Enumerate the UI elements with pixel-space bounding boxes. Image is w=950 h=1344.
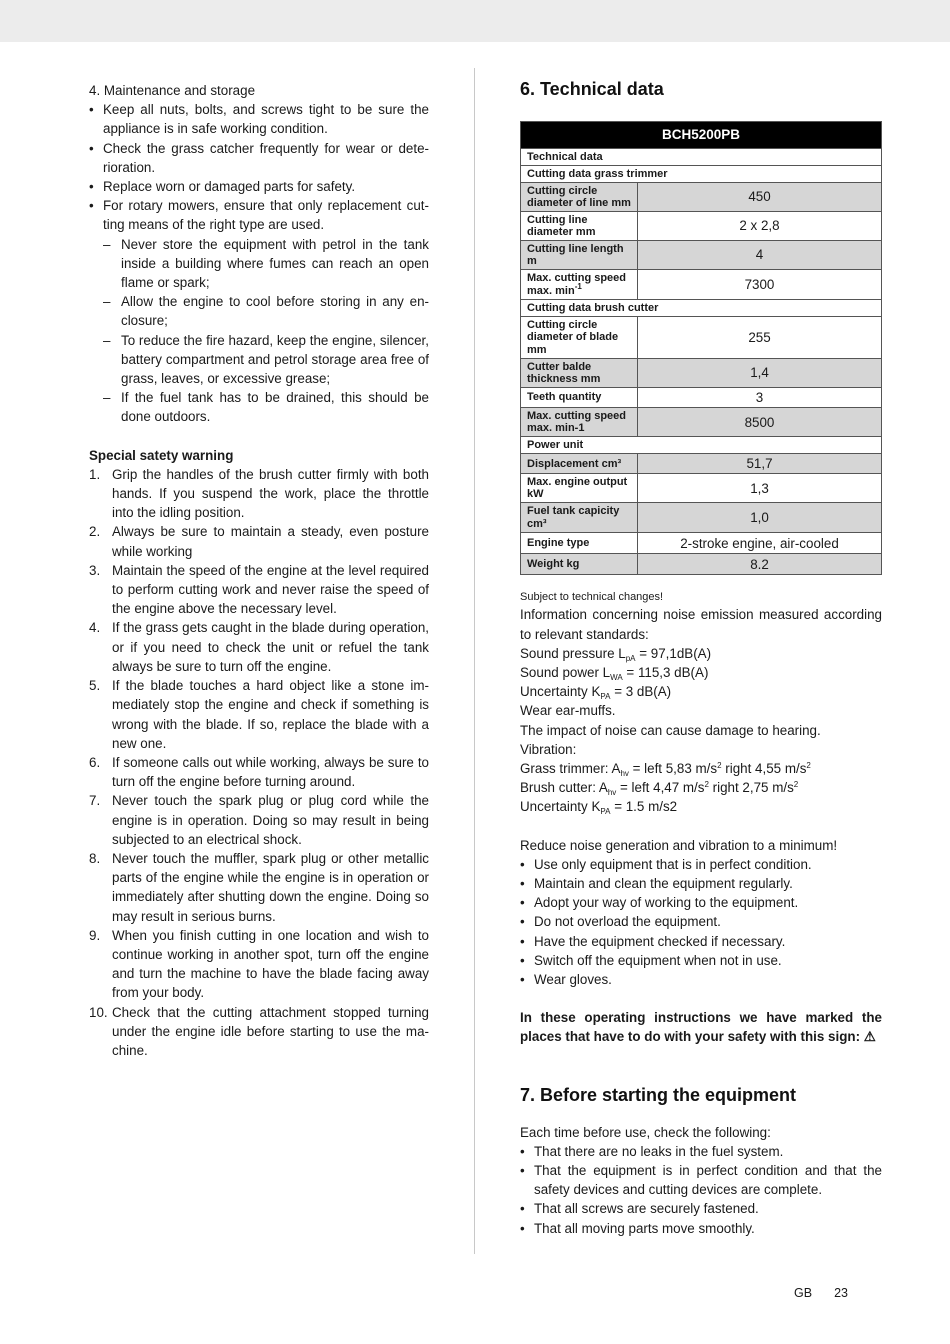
model-header: BCH5200PB	[521, 122, 882, 149]
grass-trimmer-vibration: Grass trimmer: $A_{hv}$ = left 5,83 $m/s^2$ right 4,55 $m/s^2$	[520, 761, 811, 779]
table-row: Engine type 2-stroke engine, air-cooled	[521, 533, 882, 554]
table-row: Weight kg 8.2	[521, 554, 882, 575]
list-item: • That all moving parts move smoothly.	[520, 1220, 755, 1236]
table-section: Power unit	[521, 437, 882, 454]
table-row: Fuel tank capicity cm³ 1,0	[521, 503, 882, 533]
table-section: Cutting data grass trimmer	[521, 166, 882, 183]
list-item: 1. Grip the handles of the brush cutter firmly with both hands. If you suspend the work, place the throttle into the idling position.	[89, 466, 429, 521]
table-section: Cutting data brush cutter	[521, 300, 882, 317]
list-item: • That the equipment is in perfect condition and that the safety devices and cutting devices are complete.	[520, 1163, 882, 1198]
list-item: 4. If the grass gets caught in the blade during operation, or if you need to check the unit or refuel the tank always be sure to turn off the engine.	[89, 620, 429, 674]
uncertainty-sound: Uncertainty $K_{PA} = 3$ dB(A)	[520, 684, 672, 702]
table-row: Cutting circle diameter of blade mm 255	[521, 317, 882, 359]
uncertainty-vibration: Uncertainty $K_{PA} = 1.5$ m/s2	[520, 799, 678, 817]
list-item: 8. Never touch the muffler, spark plug or other metallic parts of the engine while the engine is in operation or immediately after shutting down the engine. Doing so may result in serious burns.	[89, 850, 429, 924]
list-item: • Wear gloves.	[520, 972, 612, 988]
brush-cutter-vibration: Brush cutter: $A_{hv}$ = left 4,47 $m/s^2$ right 2,75 $m/s^2$	[520, 780, 799, 798]
column-divider	[474, 68, 475, 1254]
sound-pressure: Sound pressure $L_{pA} = 97,1dB(A)$	[520, 645, 712, 663]
sound-power: Sound power $L_{WA} = 115,3$ dB(A)	[520, 665, 709, 683]
list-item: • Replace worn or damaged parts for safety.	[89, 179, 356, 195]
list-item: – To reduce the fire hazard, keep the engine, silencer, battery compartment and petrol storage area free of grass, leaves, or excessive grease;	[103, 332, 429, 387]
before-intro: Each time before use, check the following:	[520, 1124, 771, 1140]
list-item: 6. If someone calls out while working, always be sure to turn off the engine before turning around.	[89, 754, 429, 790]
reduce-noise: Reduce noise generation and vibration to a minimum!	[520, 837, 838, 853]
table-row: Max. cutting speed max. min-1 8500	[521, 408, 882, 437]
table-row: Teeth quantity 3	[521, 388, 882, 408]
technical-data-table	[520, 121, 882, 575]
page-number: 23	[834, 1286, 848, 1300]
list-item: • Switch off the equipment when not in use.	[520, 952, 782, 968]
list-item: • Adopt your way of working to the equipment.	[520, 895, 799, 911]
list-item: • Have the equipment checked if necessary.	[520, 933, 786, 949]
list-item: • Use only equipment that is in perfect condition.	[520, 856, 812, 872]
top-band	[0, 0, 950, 42]
list-item: – Allow the engine to cool before storing in any enclosure;	[103, 294, 429, 329]
left-column	[89, 81, 429, 1060]
list-item: 10. Check that the cutting attachment stopped turning under the engine idle before starting to use the machine.	[89, 1004, 429, 1058]
page-footer	[794, 1286, 870, 1300]
table-row: Cutting circle diameter of line mm 450	[521, 183, 882, 212]
table-row: Max. engine output kW 1,3	[521, 474, 882, 503]
list-item: • Check the grass catcher frequently for wear or deterioration.	[89, 140, 429, 175]
table-row: Cutting line length m 4	[521, 241, 882, 270]
right-column	[520, 77, 882, 1238]
before-starting-heading: 7. Before starting the equipment	[520, 1084, 797, 1105]
special-warning-title: Special satety warning	[89, 447, 234, 463]
list-item: 2. Always be sure to maintain a steady, even posture while working	[89, 524, 429, 559]
table-row: Cutting line diameter mm 2 x 2,8	[521, 212, 882, 241]
table-section: Technical data	[521, 149, 882, 166]
list-item: • Do not overload the equipment.	[520, 914, 721, 930]
noise-info: Information concerning noise emission measured according to relevant standards:	[520, 607, 882, 642]
table-row: Displacement cm³ 51,7	[521, 454, 882, 474]
wear-ear-muffs: Wear ear-muffs.	[520, 703, 616, 719]
list-item: • That there are no leaks in the fuel system.	[520, 1143, 784, 1159]
technical-data-heading: 6. Technical data	[520, 79, 664, 99]
subject-note: Subject to technical changes!	[520, 591, 664, 604]
list-item: • For rotary mowers, ensure that only replacement cutting means of the right type are used.	[89, 198, 429, 233]
table-row: Max. cutting speed max. $\min^{-1}$ 7300	[521, 270, 882, 300]
safety-sign-note: In these operating instructions we have marked the places that have to do with your safety with this sign: ⚠	[520, 1010, 882, 1045]
list-item: • Keep all nuts, bolts, and screws tight to be sure the appliance is in safe working condition.	[89, 102, 429, 137]
list-item: 3. Maintain the speed of the engine at the level required to perform cutting work and never raise the speed of the engine above the necessary level.	[89, 562, 429, 617]
table-row: Cutter balde thickness mm 1,4	[521, 359, 882, 388]
list-item: • Maintain and clean the equipment regularly.	[520, 876, 793, 892]
list-item: 7. Never touch the spark plug or plug cord while the engine is in operation. Doing so may result in being subjected to an electrical shock.	[89, 793, 429, 847]
list-item: • That all screws are securely fastened.	[520, 1201, 759, 1217]
impact-text: The impact of noise can cause damage to hearing.	[520, 722, 821, 738]
list-item: 9. When you finish cutting in one location and wish to continue working in another spot, turn off the engine and turn the machine to have the blade facing away from your body.	[89, 927, 429, 1001]
maintenance-title: 4. Maintenance and storage	[89, 83, 256, 98]
list-item: – Never store the equipment with petrol in the tank inside a building where fumes can reach an open flame or spark;	[103, 236, 429, 291]
list-item: 5. If the blade touches a hard object like a stone immediately stop the engine and check if something is wrong with the blade. If so, replace the blade with a new one.	[89, 678, 429, 751]
vibration-label: Vibration:	[520, 741, 577, 757]
language-code: GB	[794, 1286, 813, 1300]
list-item: – If the fuel tank has to be drained, this should be done outdoors.	[103, 390, 429, 425]
